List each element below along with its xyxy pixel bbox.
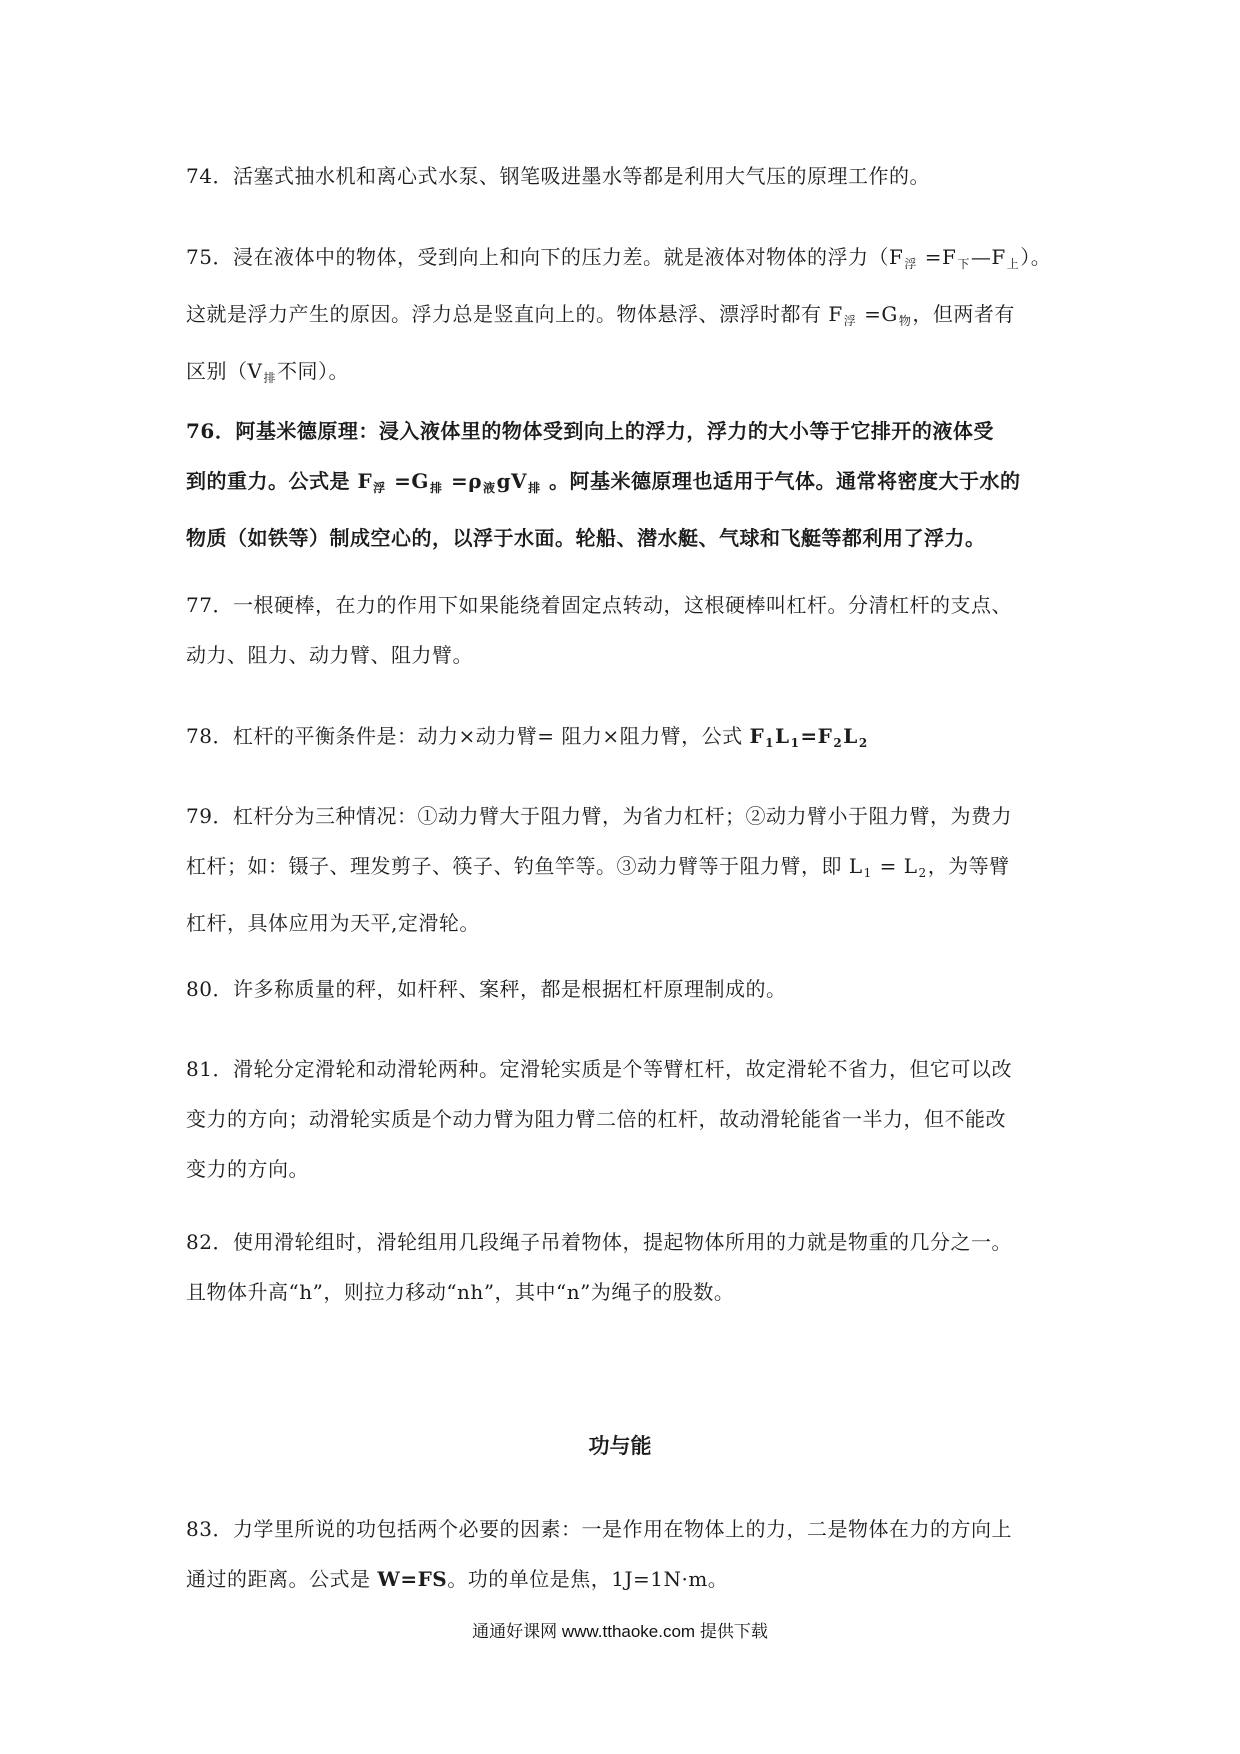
text-run: 杠杆；如：镊子、理发剪子、筷子、钓鱼竿等。③动力臂等于阻力臂，即 L	[186, 854, 863, 878]
paragraph-81	[186, 1044, 1054, 1194]
subscript: 液	[483, 481, 496, 495]
paragraph-83-line-1: 83．力学里所说的功包括两个必要的因素：一是作用在物体上的力，二是物体在力的方向上	[186, 1517, 1012, 1541]
text-run: ，但两者有	[912, 302, 1015, 326]
paragraph-80-line-1: 80．许多称质量的秤，如杆秤、案秤，都是根据杠杆原理制成的。	[186, 977, 787, 1001]
paragraph-81-line-1: 81．滑轮分定滑轮和动滑轮两种。定滑轮实质是个等臂杠杆，故定滑轮不省力，但它可以改	[186, 1057, 1012, 1081]
paragraph-83	[186, 1504, 1054, 1604]
text-run: 这就是浮力产生的原因。浮力总是竖直向上的。物体悬浮、漂浮时都有 F	[186, 302, 843, 326]
subscript: 2	[858, 736, 868, 750]
text-run: =F	[917, 245, 957, 269]
paragraph-81-line-3: 变力的方向。	[186, 1157, 309, 1181]
subscript: 1	[765, 736, 774, 750]
paragraph-76	[186, 406, 1054, 563]
paragraph-75	[186, 232, 1054, 403]
paragraph-82	[186, 1217, 1054, 1317]
paragraph-78-line-1	[186, 711, 1054, 768]
work-formula: W=FS	[377, 1567, 448, 1591]
formula-part: F	[749, 724, 765, 748]
paragraph-82-line-2: 且物体升高“h”，则拉力移动“nh”，其中“n”为绳子的股数。	[186, 1280, 735, 1304]
paragraph-78	[186, 711, 1054, 768]
subscript: 排	[528, 481, 541, 495]
text-run: 通过的距离。公式是	[186, 1567, 378, 1591]
text-run: 78．杠杆的平衡条件是：动力×动力臂= 阻力×阻力臂，公式	[186, 724, 750, 748]
paragraph-75-line-2	[186, 289, 1054, 346]
paragraph-76-line-1: 76．阿基米德原理：浸入液体里的物体受到向上的浮力，浮力的大小等于它排开的液体受	[186, 419, 994, 443]
paragraph-74-line-1: 74．活塞式抽水机和离心式水泵、钢笔吸进墨水等都是利用大气压的原理工作的。	[186, 164, 930, 188]
text-run: 。阿基米德原理也适用于气体。通常将密度大于水的	[541, 469, 1021, 493]
paragraph-79-line-1: 79．杠杆分为三种情况：①动力臂大于阻力臂，为省力杠杆；②动力臂小于阻力臂，为费力	[186, 804, 1012, 828]
subscript: 物	[898, 314, 912, 328]
paragraph-83-line-2	[186, 1554, 1054, 1604]
paragraph-75-line-3	[186, 346, 1054, 403]
paragraph-77	[186, 580, 1054, 680]
subscript: 浮	[373, 481, 386, 495]
subscript: 排	[430, 481, 443, 495]
text-run: = L	[872, 854, 918, 878]
text-run: 75．浸在液体中的物体，受到向上和向下的压力差。就是液体对物体的浮力（F	[186, 245, 904, 269]
subscript: 下	[957, 257, 970, 271]
paragraph-79-line-3: 杠杆，具体应用为天平,定滑轮。	[186, 911, 480, 935]
paragraph-76-line-2	[186, 456, 1054, 513]
subscript: 上	[1006, 257, 1020, 271]
paragraph-79-line-2	[186, 841, 1054, 898]
paragraph-81-line-2: 变力的方向；动滑轮实质是个动力臂为阻力臂二倍的杠杆，故动滑轮能省一半力，但不能改	[186, 1107, 1006, 1131]
paragraph-74	[186, 151, 1054, 201]
text-run: 。功的单位是焦，1J=1N·m。	[447, 1567, 729, 1591]
page-footer: 通通好课网 www.tthaoke.com 提供下载	[472, 1622, 768, 1641]
subscript: 浮	[843, 314, 857, 328]
text-run: ）。	[1020, 245, 1052, 269]
subscript: 1	[790, 736, 800, 750]
paragraph-80	[186, 964, 1054, 1014]
text-run: —F	[970, 245, 1006, 269]
paragraph-76-line-3: 物质（如铁等）制成空心的，以浮于水面。轮船、潜水艇、气球和飞艇等都利用了浮力。	[186, 526, 986, 550]
text-run: =ρ	[443, 469, 483, 493]
lever-formula	[749, 724, 868, 748]
formula-part: L	[775, 724, 790, 748]
text-run: =G	[857, 302, 898, 326]
text-run: 不同）。	[276, 359, 349, 383]
subscript: 浮	[904, 257, 917, 271]
subscript: 排	[263, 371, 276, 385]
formula-part: =F	[800, 724, 833, 748]
paragraph-82-line-1: 82．使用滑轮组时，滑轮组用几段绳子吊着物体，提起物体所用的力就是物重的几分之一。	[186, 1230, 1012, 1254]
paragraph-77-line-2: 动力、阻力、动力臂、阻力臂。	[186, 643, 473, 667]
paragraph-79	[186, 791, 1054, 948]
section-title: 功与能	[588, 1433, 652, 1458]
subscript: 2	[833, 736, 843, 750]
paragraph-75-line-1	[186, 232, 1054, 289]
text-run: ，为等臂	[927, 854, 1010, 878]
text-run: 到的重力。公式是 F	[186, 469, 373, 493]
formula-part: L	[843, 724, 858, 748]
subscript: 1	[863, 866, 872, 880]
text-run: gV	[496, 469, 528, 493]
text-run: 区别（V	[186, 359, 263, 383]
subscript: 2	[918, 866, 927, 880]
paragraph-77-line-1: 77．一根硬棒，在力的作用下如果能绕着固定点转动，这根硬棒叫杠杆。分清杠杆的支点、	[186, 593, 1012, 617]
text-run: =G	[386, 469, 429, 493]
